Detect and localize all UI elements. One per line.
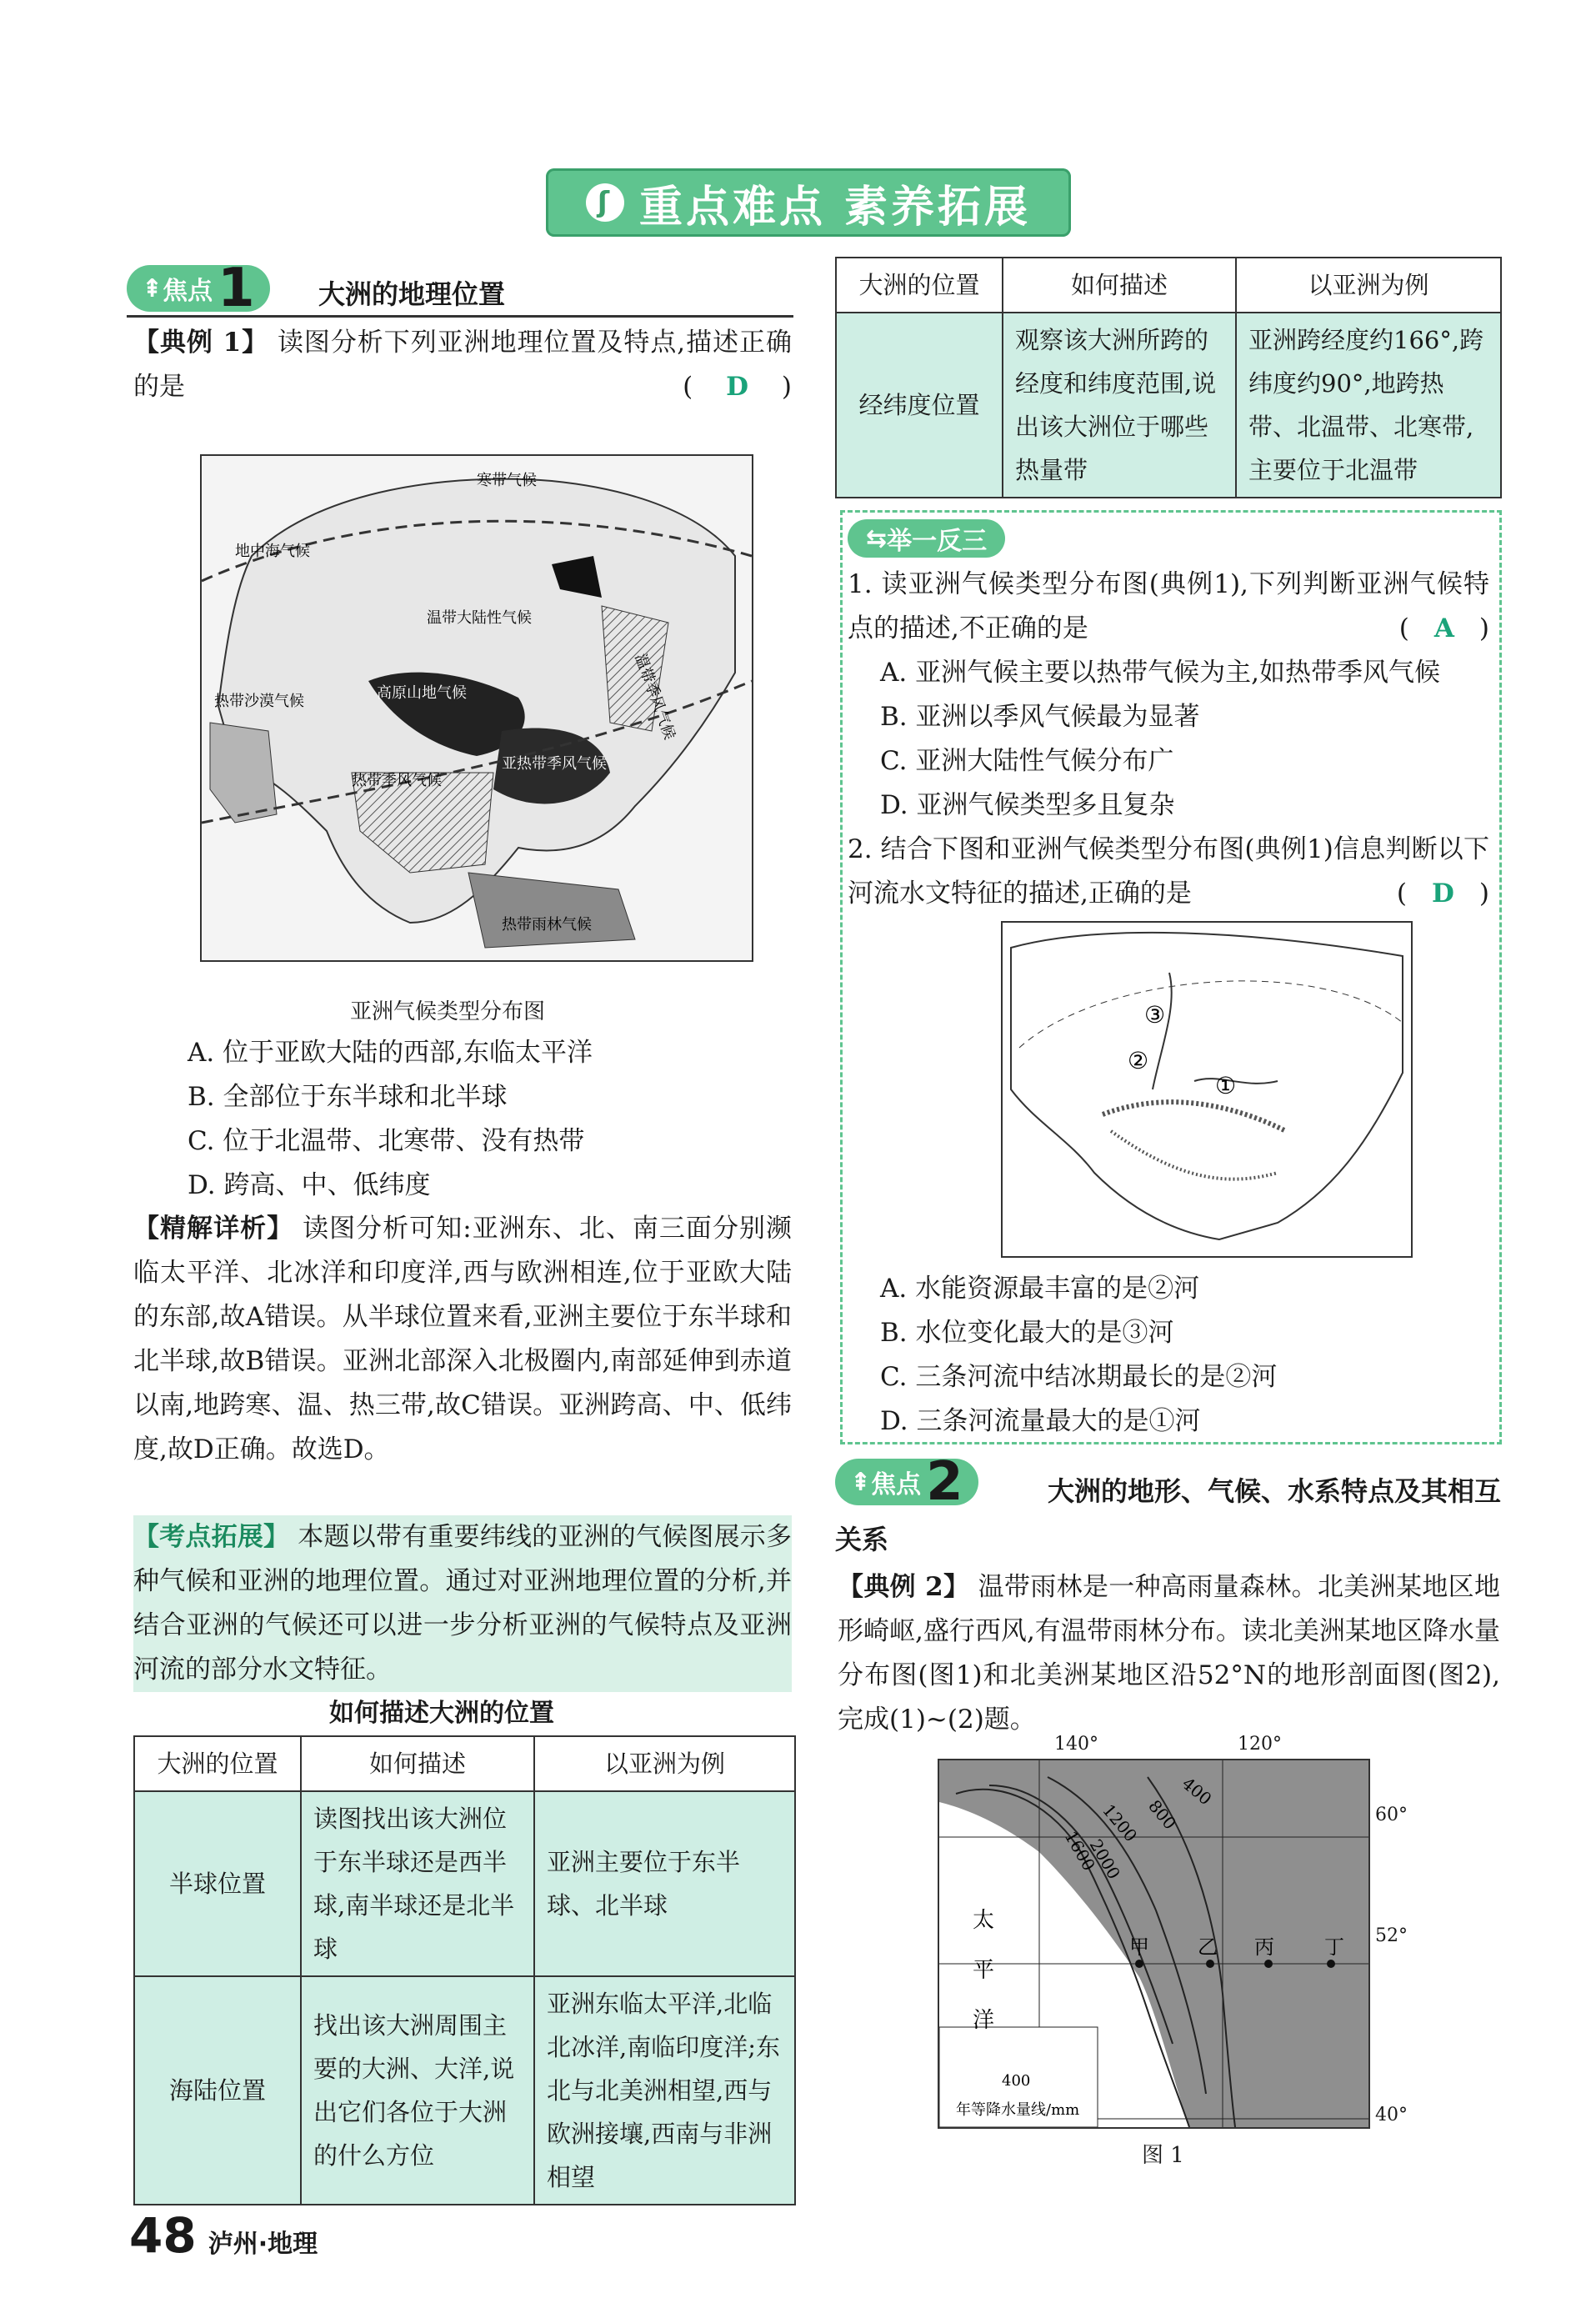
table-row <box>134 1791 795 1976</box>
arrow-icon: ⇞ <box>850 1467 872 1497</box>
iso-1600: 1600 <box>1060 1827 1099 1875</box>
runner-icon: ʃ <box>586 183 624 222</box>
example1 <box>133 321 792 409</box>
latlon-table <box>835 257 1502 498</box>
focus1-tag <box>127 258 270 319</box>
juyi-box <box>840 510 1502 1444</box>
cell-pos: 海陆位置 <box>134 1976 301 2205</box>
map-label-temperate: 温带大陆性气候 <box>427 609 532 627</box>
position-table <box>133 1735 796 2205</box>
map-label-subtropical: 亚热带季风气候 <box>502 755 607 773</box>
kao-text: 本题以带有重要纬线的亚洲的气候图展示多种气候和亚洲的地理位置。通过对亚洲地理位置的分析,并结合亚洲的气候还可以进一步分析亚洲的气候特点及亚洲河流的部分水文特征。 <box>133 1522 792 1685</box>
th-pos: 大洲的位置 <box>134 1736 301 1791</box>
river-map <box>1001 921 1413 1258</box>
lat-52: 52° <box>1375 1925 1408 1946</box>
point-ding: 丁 <box>1324 1935 1344 1959</box>
precip-figure <box>908 1734 1425 2167</box>
legend-text: 年等降水量线/mm <box>956 2101 1080 2119</box>
ocean-char-1: 太 <box>973 1908 995 1933</box>
figure-caption: 图 1 <box>1142 2143 1184 2168</box>
iso-400: 400 <box>1178 1773 1216 1810</box>
map-label-rainforest: 热带雨林气候 <box>502 916 592 934</box>
question-1 <box>848 563 1489 651</box>
q1-text: 1. 读亚洲气候类型分布图(典例1),下列判断亚洲气候特点的描述,不正确的是 <box>848 569 1489 643</box>
th-eg: 以亚洲为例 <box>1236 258 1501 313</box>
focus1-title: 大洲的地理位置 <box>318 278 506 310</box>
focus1-tag-label: 焦点 <box>163 277 213 306</box>
analysis <box>133 1207 792 1472</box>
q2-answer: ( D ) <box>1396 879 1489 909</box>
table-title: 如何描述大洲的位置 <box>329 1699 554 1728</box>
arrow-icon: ⇞ <box>142 273 163 303</box>
map-label-tropical-monsoon: 热带季风气候 <box>352 772 442 789</box>
footer <box>129 2207 318 2264</box>
ocean-char-3: 洋 <box>973 2008 995 2033</box>
q2-options <box>880 1267 1488 1444</box>
table-header-row <box>836 258 1501 313</box>
table-row <box>836 313 1501 498</box>
point-bing: 丙 <box>1254 1935 1274 1959</box>
footer-text: 泸州·地理 <box>208 2230 318 2259</box>
option-b: B. 亚洲以季风气候最为显著 <box>880 702 1200 732</box>
cell-pos: 经纬度位置 <box>836 313 1003 498</box>
asia-map-graphic <box>202 456 752 960</box>
option-d: D. 亚洲气候类型多且复杂 <box>880 790 1175 820</box>
swap-icon: ⇆ <box>866 523 888 553</box>
point-jia: 甲 <box>1129 1935 1149 1959</box>
option-d: D. 跨高、中、低纬度 <box>188 1170 431 1200</box>
table-row <box>134 1976 795 2205</box>
q1-answer: ( A ) <box>1398 613 1489 643</box>
river-map-graphic <box>1003 923 1411 1256</box>
answer-letter: A <box>1433 613 1454 643</box>
option-a: A. 位于亚欧大陆的西部,东临太平洋 <box>188 1038 593 1068</box>
map-label-desert: 热带沙漠气候 <box>214 693 304 710</box>
map-label-plateau: 高原山地气候 <box>377 684 467 702</box>
q2-text: 2. 结合下图和亚洲气候类型分布图(典例1)信息判断以下河流水文特征的描述,正确的是 <box>848 834 1489 909</box>
example1-answer <box>683 365 792 409</box>
table-header-row <box>134 1736 795 1791</box>
focus2-number: 2 <box>926 1451 963 1513</box>
cell-how: 观察该大洲所跨的经度和纬度范围,说出该大洲位于哪些热量带 <box>1003 313 1236 498</box>
river-3-label: ③ <box>1144 1001 1166 1029</box>
answer-letter: D <box>1432 879 1454 909</box>
cell-how: 找出该大洲周围主要的大洲、大洋,说出它们各位于大洲的什么方位 <box>301 1976 534 2205</box>
analysis-text: 读图分析可知:亚洲东、北、南三面分别濒临太平洋、北冰洋和印度洋,西与欧洲相连,位于亚欧大陆的东部,故A错误。从半球位置来看,亚洲主要位于东半球和北半球,故B错误。亚洲北部深入北极圈内,南部延伸到赤道以南,地跨寒、温、热三带,故C错误。亚洲跨高、中、低纬度,故D正确。故选D。 <box>133 1214 792 1464</box>
focus2-title: 大洲的地形、气候、水系特点及其相互关系 <box>835 1475 1502 1555</box>
page-number: 48 <box>129 2207 197 2264</box>
example2-label: 【典例 2】 <box>838 1572 970 1602</box>
map-caption: 亚洲气候类型分布图 <box>350 999 546 1024</box>
example2 <box>838 1565 1500 1742</box>
answer-letter: D <box>726 372 749 402</box>
cell-how: 读图找出该大洲位于东半球还是西半球,南半球还是北半球 <box>301 1791 534 1976</box>
paren-open: ( <box>683 372 693 402</box>
example1-label: 【典例 1】 <box>133 328 269 358</box>
map-label-monsoon-temp: 温带季风气候 <box>631 651 678 743</box>
example1-options <box>188 1031 788 1208</box>
precip-map <box>938 1759 1370 2129</box>
option-a: A. 亚洲气候主要以热带气候为主,如热带季风气候 <box>880 658 1440 688</box>
th-how: 如何描述 <box>1003 258 1236 313</box>
river-1-label: ① <box>1215 1072 1237 1099</box>
asia-climate-map <box>200 454 753 962</box>
lon-120: 120° <box>1238 1734 1282 1755</box>
precip-map-graphic <box>939 1760 1368 2127</box>
iso-1200: 1200 <box>1098 1800 1142 1846</box>
th-pos: 大洲的位置 <box>836 258 1003 313</box>
cell-eg: 亚洲跨经度约166°,跨纬度约90°,地跨热带、北温带、北寒带,主要位于北温带 <box>1236 313 1501 498</box>
kao-box <box>133 1515 792 1692</box>
paren-close: ) <box>781 372 792 402</box>
option-c: C. 三条河流中结冰期最长的是②河 <box>880 1362 1278 1392</box>
iso-800: 800 <box>1144 1795 1181 1834</box>
river-2-label: ② <box>1128 1047 1149 1074</box>
option-c: C. 位于北温带、北寒带、没有热带 <box>188 1126 585 1156</box>
lon-140: 140° <box>1054 1734 1098 1755</box>
option-d: D. 三条河流量最大的是①河 <box>880 1406 1201 1436</box>
ocean-char-2: 平 <box>973 1958 995 1983</box>
cell-eg: 亚洲东临太平洋,北临北冰洋,南临印度洋;东北与北美洲相望,西与欧洲接壤,西南与非洲相望 <box>534 1976 795 2205</box>
cell-pos: 半球位置 <box>134 1791 301 1976</box>
point-yi: 乙 <box>1198 1935 1218 1959</box>
section-banner <box>546 168 1071 237</box>
map-label-cold: 寒带气候 <box>477 472 537 489</box>
question-2 <box>848 828 1489 916</box>
legend-value: 400 <box>1002 2072 1031 2090</box>
juyi-tag <box>848 519 1005 558</box>
kao-label: 【考点拓展】 <box>133 1522 290 1552</box>
banner-title: 重点难点 素养拓展 <box>638 182 1032 233</box>
option-a: A. 水能资源最丰富的是②河 <box>880 1274 1200 1304</box>
option-b: B. 全部位于东半球和北半球 <box>188 1082 508 1112</box>
map-label-med: 地中海气候 <box>235 543 310 560</box>
q1-options <box>880 651 1488 828</box>
juyi-tag-label: 举一反三 <box>887 527 988 556</box>
lat-60: 60° <box>1375 1805 1408 1825</box>
option-c: C. 亚洲大陆性气候分布广 <box>880 746 1174 776</box>
th-eg: 以亚洲为例 <box>534 1736 795 1791</box>
option-b: B. 水位变化最大的是③河 <box>880 1318 1174 1348</box>
cell-eg: 亚洲主要位于东半球、北半球 <box>534 1791 795 1976</box>
example2-text: 温带雨林是一种高雨量森林。北美洲某地区地形崎岖,盛行西风,有温带雨林分布。读北美洲某地区降水量分布图(图1)和北美洲某地区沿52°N的地形剖面图(图2),完成(1)~(2)题。 <box>838 1572 1500 1735</box>
focus1-header <box>127 258 793 319</box>
iso-2000: 2000 <box>1085 1835 1124 1883</box>
th-how: 如何描述 <box>301 1736 534 1791</box>
lat-40: 40° <box>1375 2105 1408 2125</box>
focus1-number: 1 <box>218 258 255 319</box>
example1-text: 读图分析下列亚洲地理位置及特点,描述正确的是 <box>133 328 792 402</box>
focus2-tag-label: 焦点 <box>871 1470 922 1499</box>
analysis-label: 【精解详析】 <box>133 1214 294 1244</box>
